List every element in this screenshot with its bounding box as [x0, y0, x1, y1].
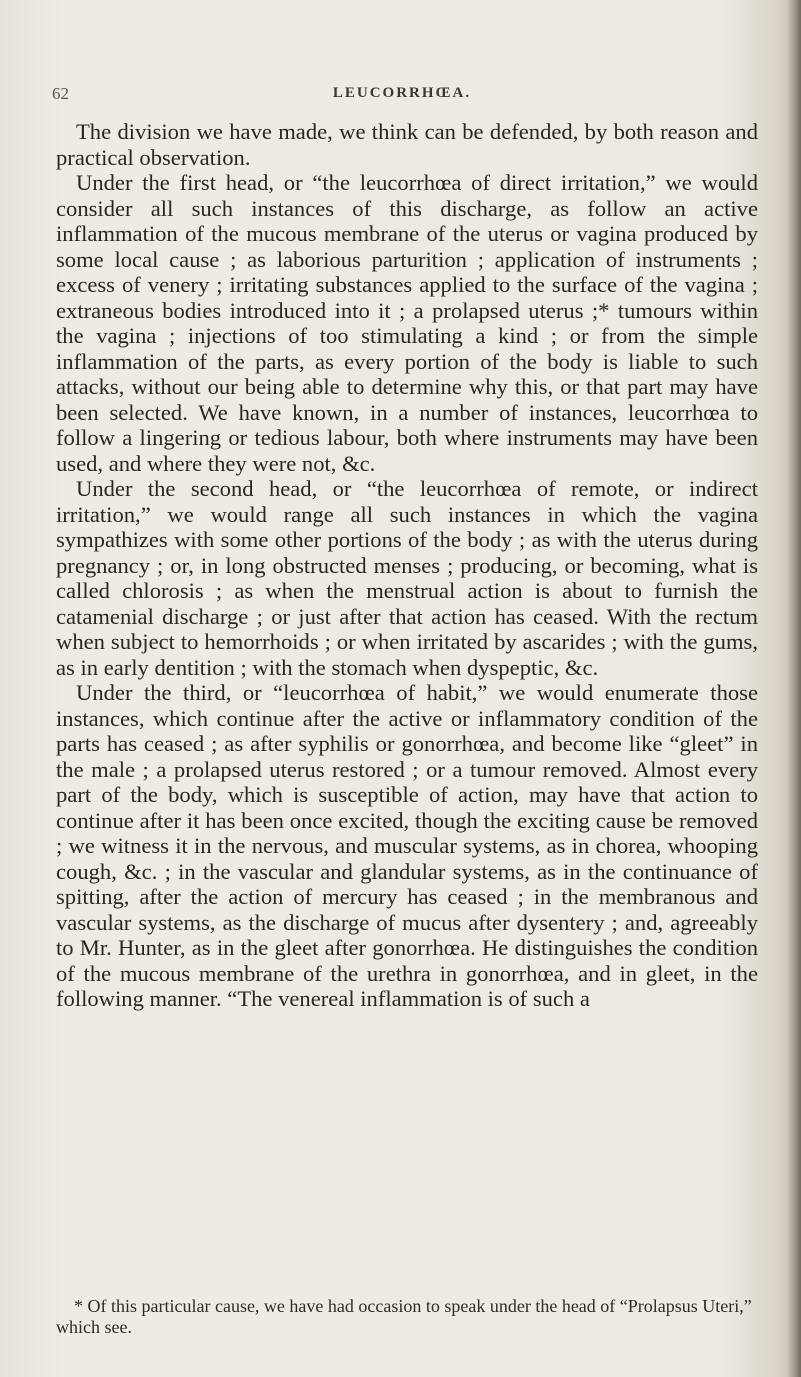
- paragraph-3: Under the second head, or “the leucorrhœa of remote, or indirect irritation,” we would range all such instances in which the vagina sympathizes with some other portions of the body ; as with the uterus during pregnancy ; or, in long obstructed menses ; producing, or becoming, what is called chlorosis ; as when the menstrual action is about to furnish the catamenial discharge ; or just after that action has ceased. With the rectum when subject to hemorrhoids ; or when irritated by ascarides ; with the gums, as in early dentition ; with the stomach when dyspeptic, &c.: [56, 476, 758, 680]
- paragraph-1: The division we have made, we think can be defended, by both reason and practical observation.: [56, 119, 758, 170]
- paragraph-2: Under the first head, or “the leucorrhœa of direct irritation,” we would consider all such instances of this discharge, as follow an active inflammation of the mucous membrane of the uterus or vagina produced by some local cause ; as laborious parturition ; application of instruments ; excess of venery ; irritating substances applied to the surface of the vagina ; extraneous bodies introduced into it ; a prolapsed uterus ;* tumours within the vagina ; injections of too stimulating a kind ; or from the simple inflammation of the parts, as every portion of the body is liable to such attacks, without our being able to determine why this, or that part may have been selected. We have known, in a number of instances, leucorrhœa to follow a lingering or tedious labour, both where instruments may have been used, and where they were not, &c.: [56, 170, 758, 476]
- body-text: [56, 119, 758, 1012]
- running-head: LEUCORRHŒA.: [332, 85, 472, 101]
- page-header: [52, 84, 752, 112]
- page-number: 62: [52, 84, 69, 103]
- footnote-text: * Of this particular cause, we have had occasion to speak under the head of “Prolapsus Uteri,” which see.: [56, 1296, 752, 1337]
- page-edge-shadow: [787, 0, 801, 1377]
- footnote: [56, 1296, 758, 1338]
- paragraph-4: Under the third, or “leucorrhœa of habit,” we would enumerate those instances, which continue after the active or inflammatory condition of the parts has ceased ; as after syphilis or gonorrhœa, and become like “gleet” in the male ; a prolapsed uterus restored ; or a tumour removed. Almost every part of the body, which is susceptible of action, may have that action to continue after it has been once excited, though the exciting cause be removed ; we witness it in the nervous, and muscular systems, as in chorea, whooping cough, &c. ; in the vascular and glandular systems, as in the continuance of spitting, after the action of mercury has ceased ; in the membranous and vascular systems, as the discharge of mucus after dysentery ; and, agreeably to Mr. Hunter, as in the gleet after gonorrhœa. He distinguishes the condition of the mucous membrane of the urethra in gonorrhœa, and in gleet, in the following manner. “The venereal inflammation is of such a: [56, 680, 758, 1011]
